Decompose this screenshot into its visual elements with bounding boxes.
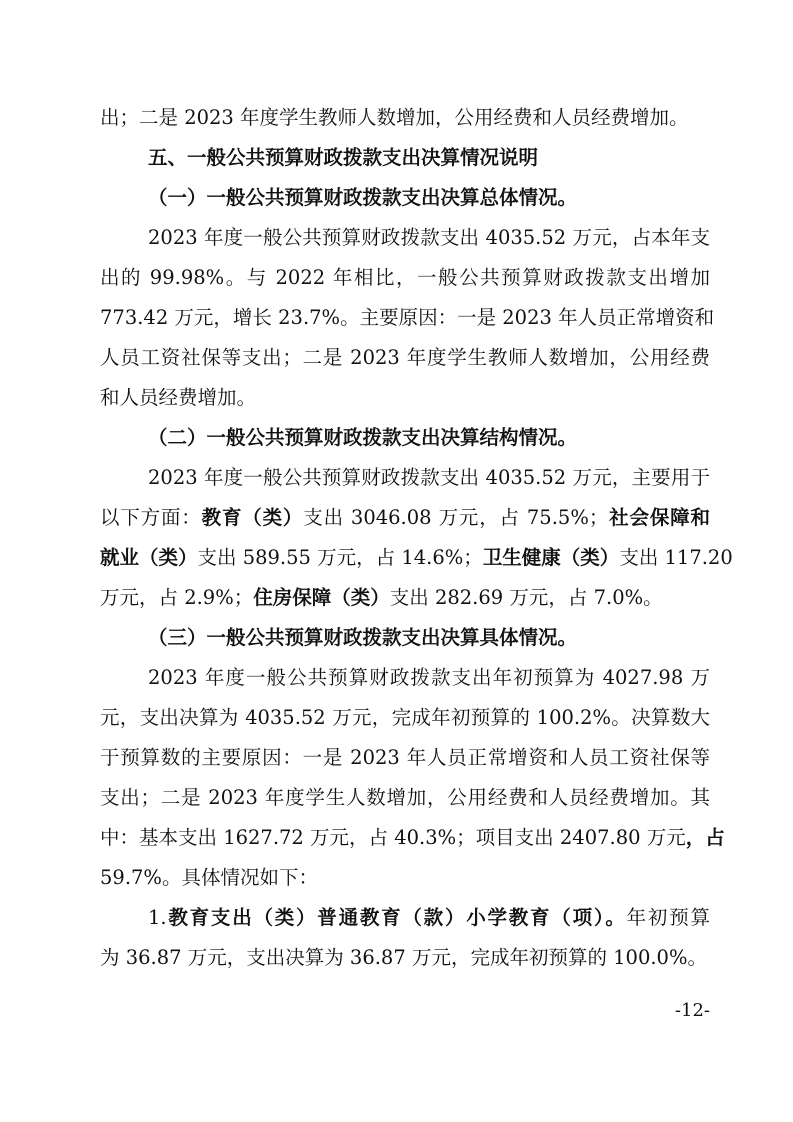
paragraph-line: 2023 年度一般公共预算财政拨款支出 4035.52 万元，占本年支 (148, 226, 710, 249)
paragraph-line: 2023 年度一般公共预算财政拨款支出年初预算为 4027.98 万 (148, 666, 710, 689)
paragraph-line: 出的 99.98%。与 2022 年相比，一般公共预算财政拨款支出增加 (100, 266, 710, 289)
bold-text-run: ，占 (685, 826, 725, 849)
text-run: 支出 589.55 万元，占 14.6%； (197, 546, 483, 569)
paragraph-line: 2023 年度一般公共预算财政拨款支出 4035.52 万元，主要用于 (148, 466, 710, 489)
bold-item-title: 教育支出（类）普通教育（款）小学教育（项）。 (166, 906, 627, 929)
paragraph-line: 59.7%。具体情况如下： (100, 866, 318, 889)
paragraph-line (100, 538, 733, 578)
paragraph-line: 773.42 万元，增长 23.7%。主要原因：一是 2023 年人员正常增资和 (100, 306, 715, 329)
bold-category: 社会保障和 (608, 506, 710, 529)
paragraph-line (148, 898, 710, 938)
paragraph-line: 元，支出决算为 4035.52 万元，完成年初预算的 100.2%。决算数大 (100, 706, 710, 729)
text-run: 以下方面： (100, 506, 202, 529)
section-heading: 五、一般公共预算财政拨款支出决算情况说明 (148, 146, 539, 169)
text-run: 年初预算 (626, 906, 710, 929)
text-run: 中：基本支出 1627.72 万元，占 40.3%；项目支出 2407.80 万元 (100, 826, 686, 849)
bold-category: 教育（类） (201, 506, 304, 529)
paragraph-line (100, 498, 710, 538)
paragraph-line (100, 818, 725, 858)
paragraph-line: 为 36.87 万元，支出决算为 36.87 万元，完成年初预算的 100.0%。 (100, 946, 707, 969)
paragraph-line: 和人员经费增加。 (100, 386, 257, 409)
text-run: 1. (148, 906, 167, 929)
page-number: -12- (674, 1000, 710, 1021)
bold-category: 住房保障（类） (253, 586, 390, 609)
subsection-heading: （二）一般公共预算财政拨款支出决算结构情况。 (148, 426, 578, 449)
text-run: 支出 282.69 万元，占 7.0%。 (389, 586, 663, 609)
paragraph-line: 出；二是 2023 年度学生教师人数增加，公用经费和人员经费增加。 (100, 106, 689, 129)
paragraph-line: 人员工资社保等支出；二是 2023 年度学生教师人数增加，公用经费 (100, 346, 710, 369)
subsection-heading: （一）一般公共预算财政拨款支出决算总体情况。 (148, 186, 578, 209)
paragraph-line: 支出；二是 2023 年度学生人数增加，公用经费和人员经费增加。其 (100, 786, 710, 809)
text-run: 支出 3046.08 万元，占 75.5%； (303, 506, 609, 529)
paragraph-line: 于预算数的主要原因：一是 2023 年人员正常增资和人员工资社保等 (100, 746, 710, 769)
text-run: 支出 117.20 (619, 546, 733, 569)
paragraph-line (100, 578, 710, 618)
subsection-heading: （三）一般公共预算财政拨款支出决算具体情况。 (148, 626, 578, 649)
bold-category: 就业（类） (100, 546, 198, 569)
text-run: 万元，占 2.9%； (100, 586, 254, 609)
bold-category: 卫生健康（类） (482, 546, 620, 569)
